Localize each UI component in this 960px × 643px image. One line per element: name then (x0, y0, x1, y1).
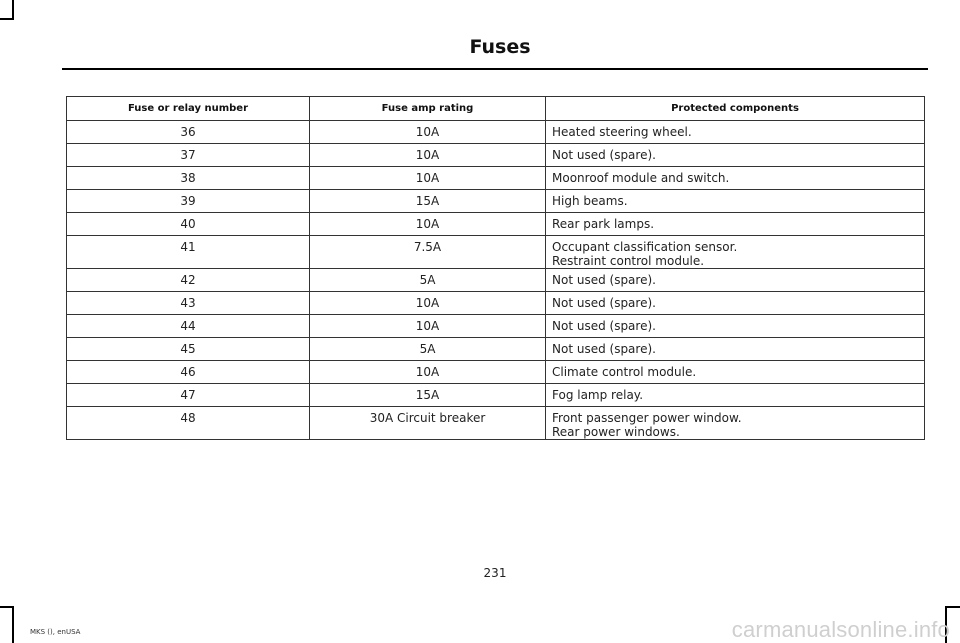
fuse-rating: 10A (310, 292, 546, 315)
column-header-number: Fuse or relay number (67, 97, 310, 121)
component-line: Restraint control module. (552, 254, 705, 268)
fuse-number: 48 (67, 407, 310, 440)
fuse-number: 45 (67, 338, 310, 361)
crop-mark (0, 606, 14, 608)
protected-components (546, 292, 925, 315)
table-row (67, 144, 925, 167)
protected-components (546, 190, 925, 213)
protected-components (546, 269, 925, 292)
component-line: Not used (spare). (552, 342, 656, 356)
fuse-rating: 5A (310, 338, 546, 361)
fuse-rating: 10A (310, 144, 546, 167)
fuse-number: 39 (67, 190, 310, 213)
crop-mark (12, 606, 14, 643)
protected-components (546, 213, 925, 236)
fuse-number: 36 (67, 121, 310, 144)
fuse-rating: 15A (310, 190, 546, 213)
table-row (67, 384, 925, 407)
table-row (67, 167, 925, 190)
fuse-number: 41 (67, 236, 310, 269)
protected-components (546, 384, 925, 407)
fuse-number: 44 (67, 315, 310, 338)
crop-mark (945, 606, 960, 608)
fuse-rating: 30A Circuit breaker (310, 407, 546, 440)
table-row (67, 236, 925, 269)
protected-components (546, 407, 925, 440)
component-line: Heated steering wheel. (552, 125, 692, 139)
fuse-rating: 5A (310, 269, 546, 292)
component-line: Fog lamp relay. (552, 388, 644, 402)
table-row (67, 121, 925, 144)
fuse-rating: 10A (310, 315, 546, 338)
watermark: carmanualsonline.info (731, 617, 950, 642)
protected-components (546, 144, 925, 167)
protected-components (546, 338, 925, 361)
fuse-number: 40 (67, 213, 310, 236)
page-number: 231 (483, 566, 507, 580)
fuse-rating: 10A (310, 121, 546, 144)
fuse-number: 38 (67, 167, 310, 190)
component-line: Rear power windows. (552, 425, 680, 439)
fuse-rating: 7.5A (310, 236, 546, 269)
table-row (67, 361, 925, 384)
fuse-table (66, 96, 925, 440)
protected-components (546, 315, 925, 338)
fuse-rating: 10A (310, 213, 546, 236)
fuse-number: 42 (67, 269, 310, 292)
table-row (67, 190, 925, 213)
page-title: Fuses (469, 36, 531, 58)
footer-code: MKS (), enUSA (30, 628, 81, 636)
fuse-rating: 15A (310, 384, 546, 407)
fuse-number: 47 (67, 384, 310, 407)
table-row (67, 407, 925, 440)
component-line: High beams. (552, 194, 628, 208)
header-divider (62, 68, 928, 70)
table-row (67, 292, 925, 315)
protected-components (546, 236, 925, 269)
protected-components (546, 121, 925, 144)
table-row (67, 269, 925, 292)
component-line: Not used (spare). (552, 319, 656, 333)
column-header-components: Protected components (546, 97, 925, 121)
component-line: Moonroof module and switch. (552, 171, 730, 185)
protected-components (546, 361, 925, 384)
protected-components (546, 167, 925, 190)
column-header-rating: Fuse amp rating (310, 97, 546, 121)
component-line: Climate control module. (552, 365, 697, 379)
component-line: Occupant classification sensor. (552, 240, 738, 254)
component-line: Rear park lamps. (552, 217, 655, 231)
component-line: Not used (spare). (552, 148, 656, 162)
fuse-rating: 10A (310, 361, 546, 384)
component-line: Not used (spare). (552, 296, 656, 310)
table-row (67, 213, 925, 236)
table-header-row (67, 97, 925, 121)
fuse-number: 37 (67, 144, 310, 167)
crop-mark (0, 18, 14, 20)
table-row (67, 315, 925, 338)
fuse-number: 43 (67, 292, 310, 315)
component-line: Front passenger power window. (552, 411, 742, 425)
fuse-number: 46 (67, 361, 310, 384)
component-line: Not used (spare). (552, 273, 656, 287)
crop-mark (12, 0, 14, 20)
fuse-rating: 10A (310, 167, 546, 190)
table-row (67, 338, 925, 361)
